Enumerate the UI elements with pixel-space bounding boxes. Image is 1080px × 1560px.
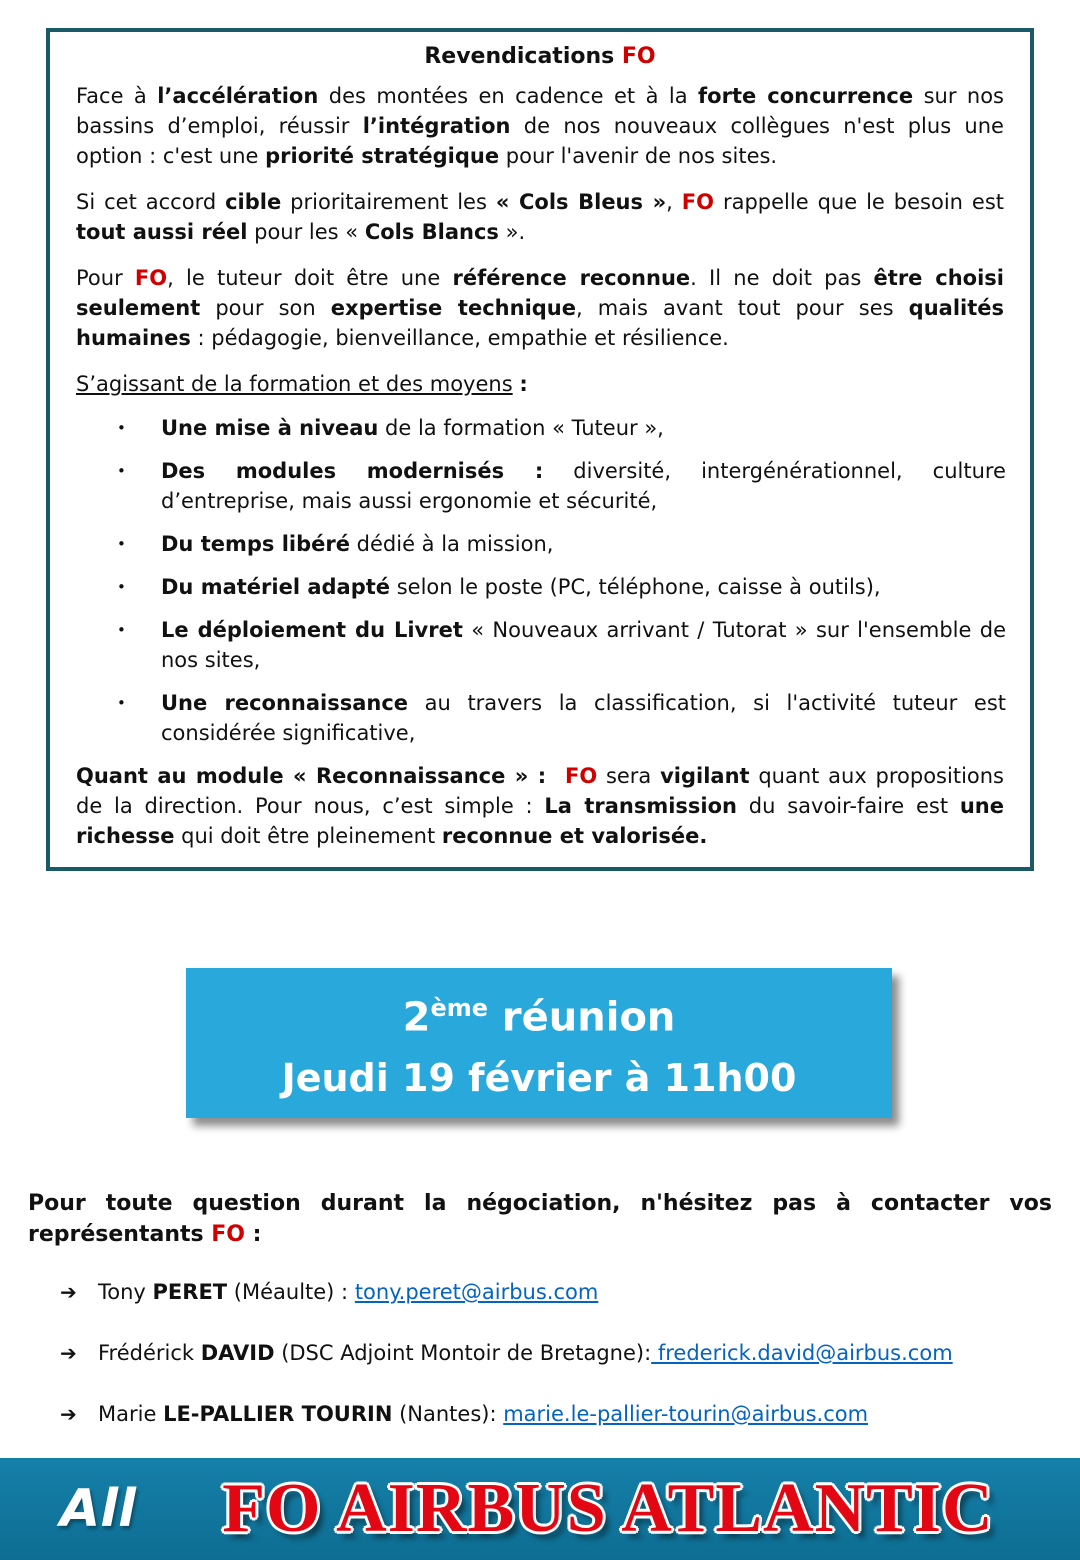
text-segment: tout aussi réel	[76, 220, 248, 244]
text-segment: forte concurrence	[698, 84, 914, 108]
text-segment: l’accélération	[157, 84, 319, 108]
text-segment: selon le poste (PC, téléphone, caisse à outils),	[390, 575, 881, 599]
text-segment: une richesse	[76, 794, 1004, 848]
text-segment: Marie	[98, 1402, 164, 1426]
text-segment: sera	[597, 764, 661, 788]
paragraph-acceleration	[76, 81, 1004, 171]
text-segment: diversité, intergénérationnel, culture d’entreprise, mais aussi ergonomie et sécurité,	[161, 459, 1006, 513]
meeting-title	[186, 983, 892, 1042]
demands-list	[76, 413, 1004, 748]
text-segment: :	[519, 372, 528, 396]
bullet-icon: •	[117, 578, 126, 596]
email-link[interactable]: frederick.david@airbus.com	[651, 1341, 953, 1365]
text-segment: . Il ne doit pas	[690, 266, 874, 290]
list-item	[117, 413, 1006, 443]
email-link[interactable]: marie.le-pallier-tourin@airbus.com	[503, 1402, 869, 1426]
text-segment: sur nos bassins d’emploi, réussir	[76, 84, 1004, 138]
text-segment: Une mise à niveau	[161, 416, 379, 440]
text-segment: « Cols Bleus »	[495, 190, 667, 214]
bullet-icon: •	[117, 419, 126, 437]
text-segment: des montées en cadence et à la	[318, 84, 699, 108]
text-segment: de la formation « Tuteur »,	[378, 416, 664, 440]
contact-text	[98, 1280, 598, 1304]
meeting-datetime: Jeudi 19 février à 11h00	[281, 1056, 797, 1101]
list-item	[117, 615, 1006, 675]
text-segment: Une reconnaissance	[161, 691, 409, 715]
text-segment: Du temps libéré	[161, 532, 350, 556]
fo-label: FO	[134, 266, 168, 290]
bullet-icon: •	[117, 462, 126, 480]
text-segment: (DSC Adjoint Montoir de Bretagne):	[274, 1341, 652, 1365]
text-segment: (Méaulte) :	[227, 1280, 355, 1304]
footer-banner	[0, 1458, 1080, 1560]
paragraph-cols-bleus	[76, 187, 1004, 247]
text-segment: La transmission	[544, 794, 738, 818]
contact-item	[60, 1278, 1052, 1306]
text-segment: Frédérick	[98, 1341, 201, 1365]
text-segment: DAVID	[200, 1341, 275, 1365]
text-segment: expertise technique	[330, 296, 576, 320]
text-segment: Tony	[98, 1280, 153, 1304]
text-segment: ème	[430, 994, 488, 1022]
text-segment: ».	[498, 220, 526, 244]
text-segment: au travers la classification, si l'activité tuteur est considérée significative,	[161, 691, 1006, 745]
contact-item	[60, 1339, 1052, 1367]
contact-text	[98, 1402, 868, 1426]
text-segment: ,	[666, 190, 682, 214]
text-segment: qualités humaines	[76, 296, 1005, 350]
footer-all-logo: All	[60, 1479, 136, 1539]
box-title	[76, 44, 1004, 69]
text-segment: rappelle que le besoin est	[714, 190, 1004, 214]
list-item-text	[161, 459, 1006, 513]
text-segment: :	[245, 1222, 262, 1247]
list-item	[117, 529, 1006, 559]
contact-text	[98, 1341, 953, 1365]
list-item-text	[161, 532, 553, 556]
revendications-box	[46, 28, 1034, 871]
list-item-text	[161, 691, 1006, 745]
list-item	[117, 572, 1006, 602]
list-item-text	[161, 575, 881, 599]
text-segment: , le tuteur doit être une	[167, 266, 453, 290]
text-segment: PERET	[152, 1280, 228, 1304]
text-segment: vigilant	[660, 764, 750, 788]
text-segment: priorité stratégique	[265, 144, 500, 168]
bullet-icon: •	[117, 621, 126, 639]
fo-label: FO	[564, 764, 598, 788]
text-segment: , mais avant tout pour ses	[576, 296, 909, 320]
text-segment: prioritairement les	[281, 190, 496, 214]
text-segment: Si cet accord	[76, 190, 226, 214]
text-segment: (Nantes):	[392, 1402, 504, 1426]
text-segment: Face à	[76, 84, 158, 108]
text-segment: Pour toute question durant la négociation, n'hésitez pas à contacter vos représentants	[28, 1191, 1052, 1247]
text-segment: de nos nouveaux collègues n'est plus une option : c'est une	[76, 114, 1004, 168]
text-segment: Des modules modernisés :	[161, 459, 544, 483]
list-item	[117, 688, 1006, 748]
fo-label: FO	[681, 190, 714, 214]
meeting-banner	[186, 968, 892, 1118]
contact-intro	[28, 1188, 1052, 1250]
fo-label: FO	[211, 1222, 245, 1247]
text-segment: « Nouveaux arrivant / Tutorat » sur l'ensemble de nos sites,	[161, 618, 1006, 672]
text-segment: pour son	[200, 296, 331, 320]
arrow-icon: ➔	[60, 1341, 77, 1365]
list-item	[117, 456, 1006, 516]
list-item-text	[161, 416, 664, 440]
text-segment: Quant au module « Reconnaissance » :	[76, 764, 565, 788]
text-segment: Le déploiement du Livret	[161, 618, 463, 642]
text-segment: : pédagogie, bienveillance, empathie et résilience.	[190, 326, 729, 350]
text-segment: référence reconnue	[452, 266, 691, 290]
paragraph-tuteur	[76, 263, 1004, 353]
formation-heading	[76, 369, 1004, 399]
text-segment: reconnue et valorisée.	[441, 824, 708, 848]
text-segment: cible	[225, 190, 282, 214]
paragraph-reconnaissance	[76, 761, 1004, 851]
text-segment: Du matériel adapté	[161, 575, 391, 599]
text-segment: être choisi seulement	[76, 266, 1004, 320]
email-link[interactable]: tony.peret@airbus.com	[354, 1280, 599, 1304]
bullet-icon: •	[117, 535, 126, 553]
contact-section	[28, 1188, 1052, 1461]
text-segment: Pour	[76, 266, 135, 290]
arrow-icon: ➔	[60, 1280, 77, 1304]
text-segment: réunion	[488, 994, 676, 1041]
text-segment: pour l'avenir de nos sites.	[499, 144, 778, 168]
text-segment: du savoir-faire est	[737, 794, 960, 818]
contact-item	[60, 1400, 1052, 1428]
list-item-text	[161, 618, 1006, 672]
fo-label: FO	[621, 44, 656, 69]
text-segment: qui doit être pleinement	[174, 824, 442, 848]
bullet-icon: •	[117, 694, 126, 712]
text-segment: dédié à la mission,	[349, 532, 554, 556]
text-segment: S’agissant de la formation et des moyens	[76, 372, 513, 396]
text-segment: LE-PALLIER TOURIN	[163, 1402, 393, 1426]
arrow-icon: ➔	[60, 1402, 77, 1426]
text-segment: pour les «	[247, 220, 365, 244]
text-segment: Revendications	[424, 44, 622, 69]
footer-title: FO AIRBUS ATLANTIC	[222, 1470, 994, 1547]
text-segment: quant aux propositions de la direction. Pour nous, c’est simple :	[76, 764, 1005, 818]
text-segment: l’intégration	[362, 114, 511, 138]
text-segment: Cols Blancs	[364, 220, 499, 244]
text-segment: 2	[402, 994, 431, 1041]
